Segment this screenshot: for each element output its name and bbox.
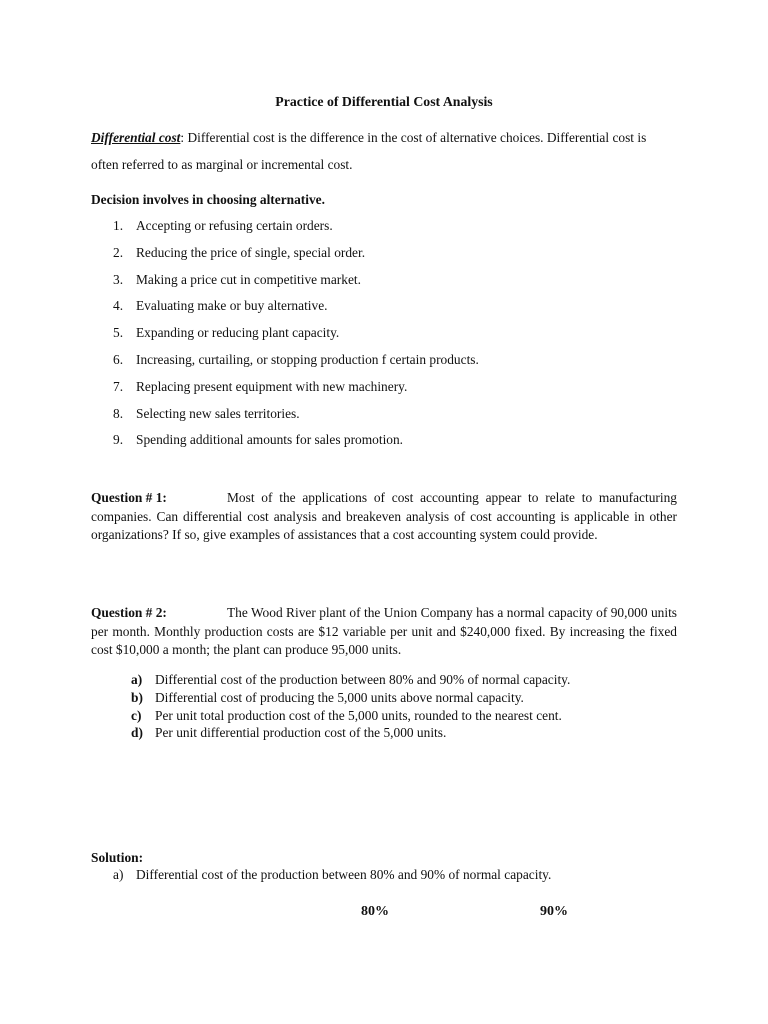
question-2-text: The Wood River plant of the Union Company has a normal capacity of 90,000 units per month. Monthly production costs are $12 variable per unit and $240,000 fixed. By increasing the fixed cost $10,000 a month; the plant can produce 95,000 units.: [91, 605, 677, 657]
item-letter: a): [131, 672, 143, 687]
list-number: 6.: [113, 351, 124, 367]
list-text: Reducing the price of single, special order.: [136, 244, 366, 260]
list-number: 9.: [113, 432, 124, 448]
list-item: [0, 405, 768, 432]
list-item: [0, 431, 768, 458]
definition-text: : Differential cost is the difference in the cost of alternative choices. Differential cost is often referred to as marginal or incremental cost.: [91, 130, 647, 172]
item-letter: c): [131, 707, 142, 723]
question-1: [91, 489, 677, 545]
list-number: 7.: [113, 378, 124, 394]
list-item: [0, 244, 768, 271]
list-item: [0, 217, 768, 244]
solution-item-text: Differential cost of the production between 80% and 90% of normal capacity.: [136, 867, 552, 882]
item-text: Per unit differential production cost of the 5,000 units.: [155, 725, 447, 741]
item-letter: b): [131, 689, 143, 705]
list-item: [0, 689, 768, 707]
solution-item-letter: a): [113, 867, 124, 882]
list-number: 2.: [113, 244, 124, 260]
question-1-text: Most of the applications of cost accounting appear to relate to manufacturing companies. Can differential cost analysis and breakeven analysis of cost accounting is applicable in other organizations? If so, give examples of assistances that a cost accounting system could provide.: [91, 490, 677, 542]
solution-item: [0, 867, 768, 885]
alternatives-list: [0, 217, 768, 458]
list-item: [0, 297, 768, 324]
list-item: [0, 378, 768, 405]
definition-term: Differential cost: [91, 130, 181, 145]
question-1-label: Question # 1:: [91, 490, 167, 505]
list-text: Increasing, curtailing, or stopping production f certain products.: [136, 351, 479, 367]
list-item: [0, 707, 768, 725]
solution-heading: Solution:: [91, 850, 144, 865]
definition-paragraph: [91, 124, 677, 178]
item-text: Differential cost of producing the 5,000 units above normal capacity.: [155, 689, 524, 705]
column-header-80: 80%: [361, 904, 389, 919]
question-2-items: [0, 671, 768, 742]
item-text: Differential cost of the production between 80% and 90% of normal capacity.: [155, 672, 571, 687]
list-text: Selecting new sales territories.: [136, 405, 300, 421]
list-text: Accepting or refusing certain orders.: [136, 218, 333, 233]
list-item: [0, 351, 768, 378]
list-number: 1.: [113, 218, 124, 233]
document-title: Practice of Differential Cost Analysis: [275, 94, 493, 109]
list-text: Spending additional amounts for sales promotion.: [136, 432, 404, 448]
list-number: 5.: [113, 325, 124, 341]
list-number: 8.: [113, 405, 124, 421]
list-item: [0, 724, 768, 742]
list-number: 3.: [113, 271, 124, 287]
list-item: [0, 271, 768, 298]
list-text: Evaluating make or buy alternative.: [136, 298, 328, 314]
item-letter: d): [131, 725, 143, 741]
list-text: Making a price cut in competitive market.: [136, 271, 361, 287]
list-text: Expanding or reducing plant capacity.: [136, 325, 340, 341]
list-item: [0, 671, 768, 689]
decision-heading: Decision involves in choosing alternative.: [91, 192, 325, 207]
list-text: Replacing present equipment with new machinery.: [136, 378, 408, 394]
question-2: [91, 604, 677, 660]
column-header-90: 90%: [540, 904, 568, 919]
item-text: Per unit total production cost of the 5,000 units, rounded to the nearest cent.: [155, 707, 562, 723]
list-number: 4.: [113, 298, 124, 314]
list-item: [0, 324, 768, 351]
question-2-label: Question # 2:: [91, 605, 167, 620]
